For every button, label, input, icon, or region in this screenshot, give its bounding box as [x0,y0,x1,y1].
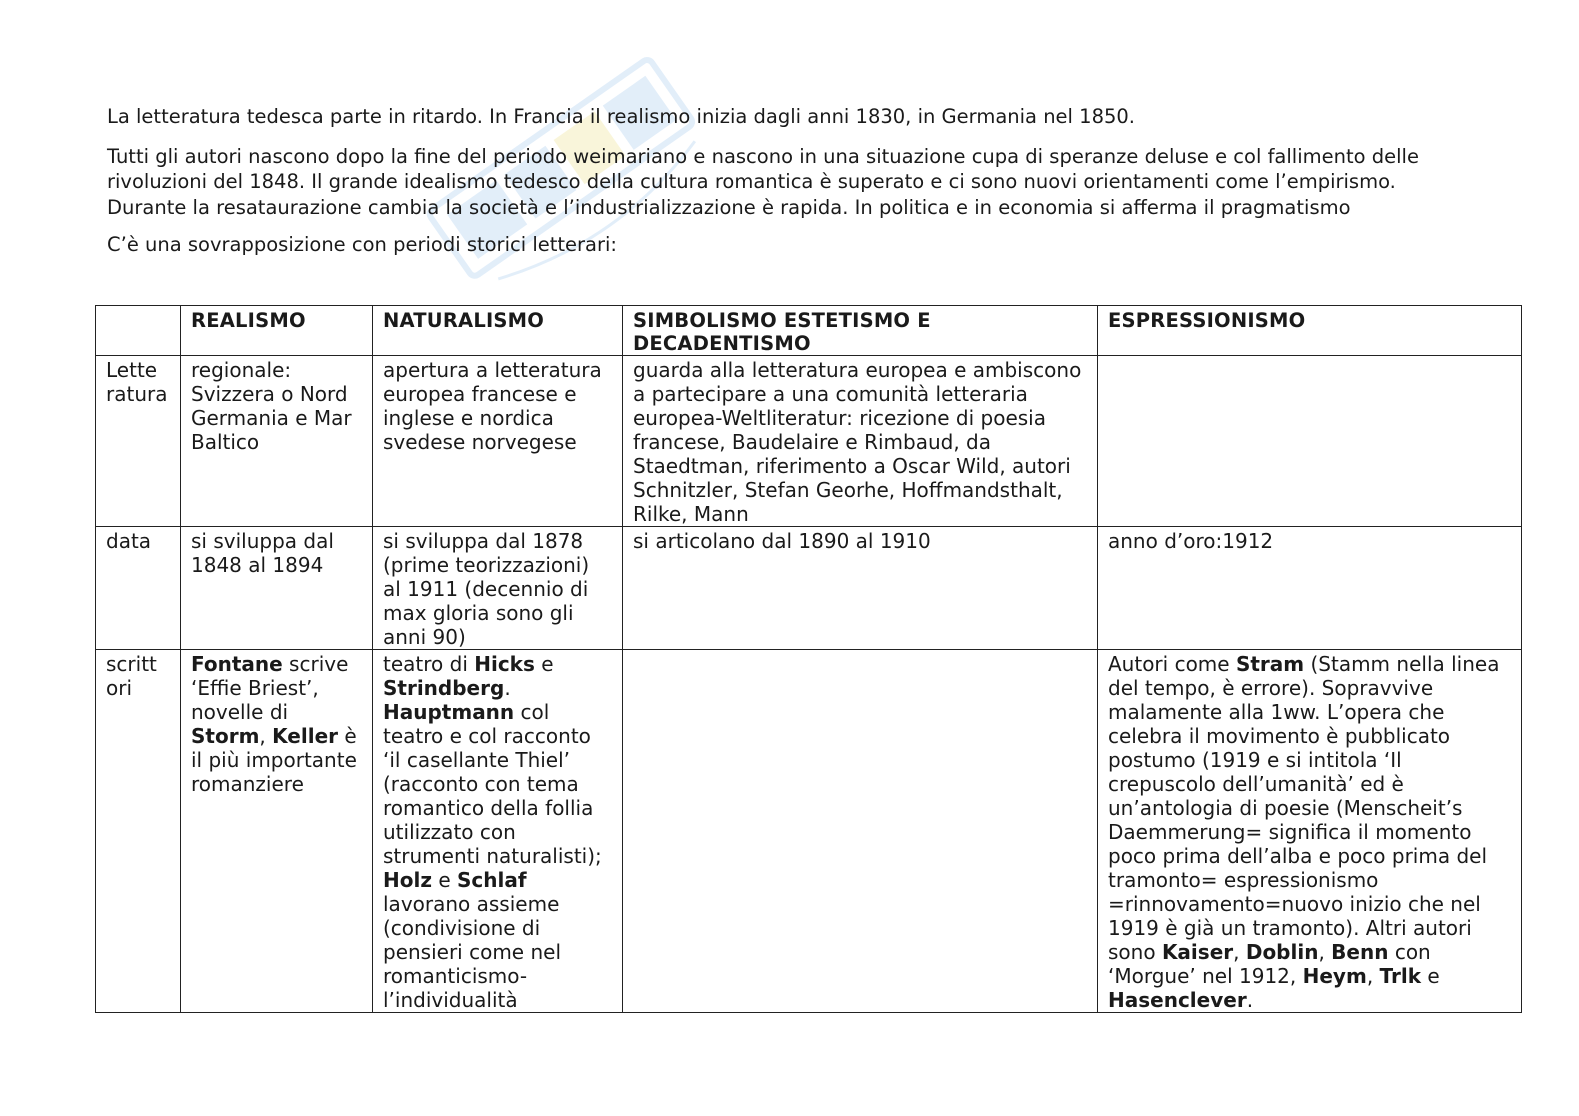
text-fragment: e [431,868,458,892]
periods-table [95,305,1522,1013]
text-fragment: . [1246,988,1254,1012]
cell-scrittori-realismo [181,650,373,1013]
text-fragment: è il più importante romanziere [191,724,357,796]
author-heym: Heym [1302,964,1367,988]
text-fragment: col teatro e col racconto ‘il casellante Thiel’ (racconto con tema romantico della follia utilizzato con strumenti naturalisti); [383,700,602,868]
text-fragment: e [534,652,554,676]
author-benn: Benn [1331,940,1389,964]
header-simbolismo: SIMBOLISMO ESTETISMO E DECADENTISMO [623,306,1098,356]
document-body [107,104,1527,272]
author-doblin: Doblin [1245,940,1319,964]
header-naturalismo: NATURALISMO [373,306,623,356]
cell-scrittori-naturalismo [373,650,623,1013]
cell-data-naturalismo: si sviluppa dal 1878 (prime teorizzazioni) al 1911 (decennio di max gloria sono gli anni 90) [373,527,623,650]
text-fragment: , [1318,940,1332,964]
cell-letteratura-simbolismo: guarda alla letteratura europea e ambiscono a partecipare a una comunità letteraria europea-Weltliteratur: ricezione di poesia francese, Baudelaire e Rimbaud, da Staedtman, riferimento a Oscar Wild, autori Schnitzler, Stefan Georhe, Hoffmandsthalt, Rilke, Mann [623,356,1098,527]
text-fragment: , [1366,964,1380,988]
text-fragment: (Stamm nella linea del tempo, è errore). Sopravvive malamente alla 1ww. L’opera che celebra il movimento è pubblicato postumo (1919 e si intitola ‘Il crepuscolo dell’umanità’ ed è un’antologia di poesie (Menscheit’s Daemmerung= significa il momento poco prima dell’alba e poco prima del tramonto= espressionismo =rinnovamento=nuovo inizio che nel 1919 è già un tramonto). Altri autori sono [1108,652,1500,964]
author-strindberg: Strindberg [383,676,505,700]
author-kaiser: Kaiser [1161,940,1234,964]
row-label-data: data [96,527,181,650]
text-fragment: , [259,724,273,748]
row-label-letteratura: Lette ratura [96,356,181,527]
cell-data-simbolismo: si articolano dal 1890 al 1910 [623,527,1098,650]
header-cell-empty [96,306,181,356]
header-espressionismo: ESPRESSIONISMO [1098,306,1522,356]
text-fragment: teatro di [383,652,475,676]
text-fragment: e [1421,964,1440,988]
text-fragment: con ‘Morgue’ nel 1912, [1108,940,1431,988]
cell-data-espressionismo: anno d’oro:1912 [1098,527,1522,650]
paragraph-intro-2: Tutti gli autori nascono dopo la fine del periodo weimariano e nascono in una situazione cupa di speranze deluse e col fallimento delle rivoluzioni del 1848. Il grande idealismo tedesco della cultura romantica è superato e ci sono nuovi orientamenti come l’empirismo. Durante la resataurazione cambia la società e l’industrializzazione è rapida. In politica e in economia si afferma il pragmatismo [107,144,1419,219]
author-hicks: Hicks [474,652,535,676]
row-label-scrittori: scritt ori [96,650,181,1013]
table-row-data [96,527,1522,650]
author-holz: Holz [383,868,432,892]
cell-scrittori-simbolismo [623,650,1098,1013]
author-schlaf: Schlaf [457,868,527,892]
cell-data-realismo: si sviluppa dal 1848 al 1894 [181,527,373,650]
text-fragment: lavorano assieme (condivisione di pensieri come nel romanticismo-l’individualità [383,892,562,1012]
cell-letteratura-espressionismo [1098,356,1522,527]
paragraph-intro-3: C’è una sovrapposizione con periodi storici letterari: [107,233,617,256]
author-hasenclever: Hasenclever [1108,988,1247,1012]
text-fragment: . [504,676,511,700]
table-header-row [96,306,1522,356]
author-keller: Keller [272,724,338,748]
text-fragment: scrive ‘Effie Briest’, novelle di [191,652,349,724]
cell-scrittori-espressionismo [1098,650,1522,1013]
author-hauptmann: Hauptmann [383,700,515,724]
author-stram: Stram [1235,652,1305,676]
header-realismo: REALISMO [181,306,373,356]
author-fontane: Fontane [191,652,283,676]
cell-letteratura-naturalismo: apertura a letteratura europea francese e inglese e nordica svedese norvegese [373,356,623,527]
cell-letteratura-realismo: regionale: Svizzera o Nord Germania e Mar Baltico [181,356,373,527]
author-storm: Storm [191,724,260,748]
table-row-scrittori [96,650,1522,1013]
paragraph-intro-1: La letteratura tedesca parte in ritardo. In Francia il realismo inizia dagli anni 1830, in Germania nel 1850. [107,105,1135,128]
text-fragment: Autori come [1108,652,1236,676]
text-fragment: , [1233,940,1246,964]
author-trlk: Trlk [1379,964,1421,988]
table-row-letteratura [96,356,1522,527]
